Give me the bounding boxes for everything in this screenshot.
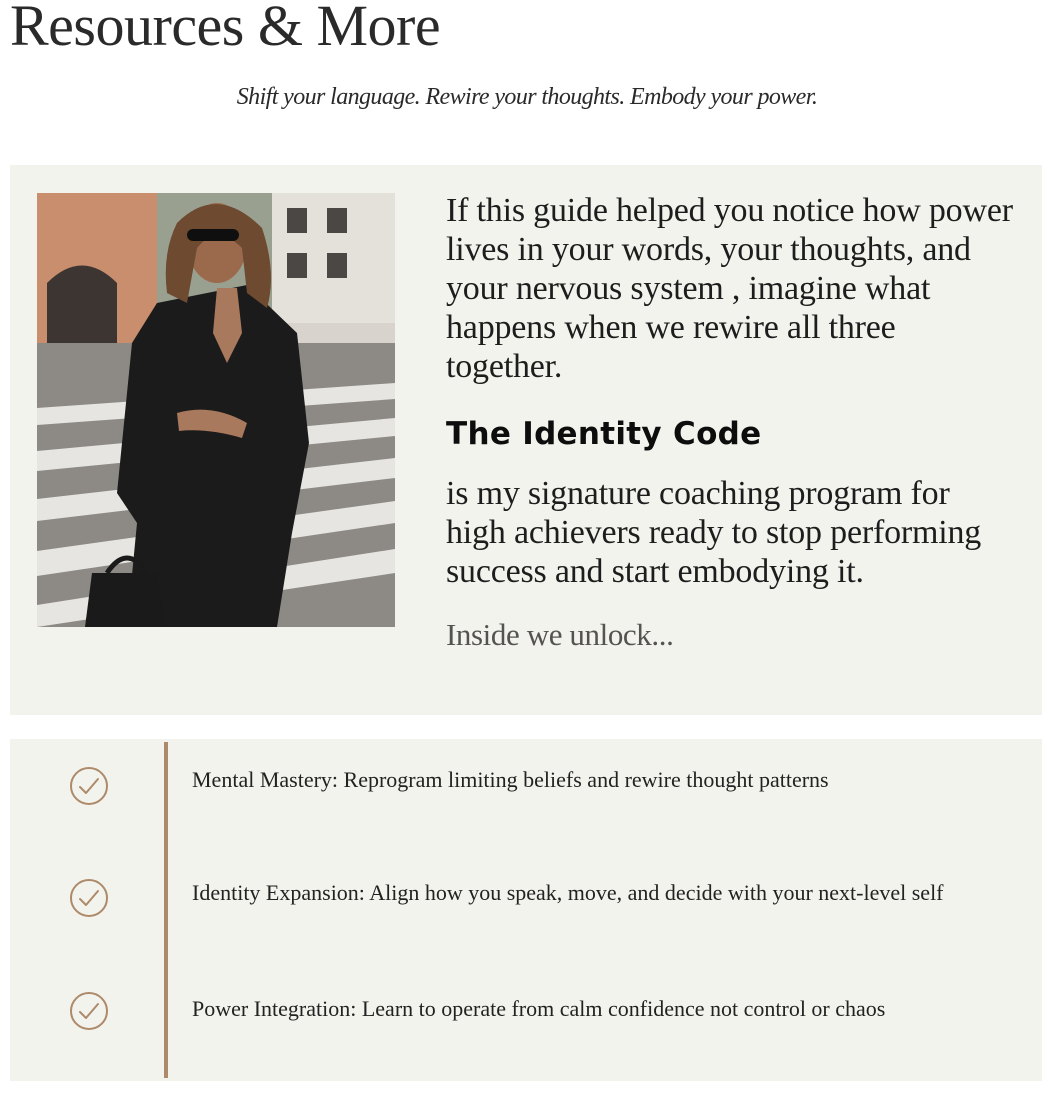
intro-text: If this guide helped you notice how power lives in your words, your thoughts, and your nervous system , imagine what happens when we rewire all three together. bbox=[446, 192, 1013, 385]
benefits-divider bbox=[164, 742, 168, 1078]
promo-panel bbox=[10, 165, 1042, 715]
benefit-text: Identity Expansion: Align how you speak, move, and decide with your next-level self bbox=[192, 880, 944, 905]
coach-photo bbox=[37, 193, 395, 627]
check-circle-icon bbox=[69, 991, 109, 1031]
unlock-lead: Inside we unlock... bbox=[446, 617, 674, 652]
check-circle-icon bbox=[69, 878, 109, 918]
promo-copy bbox=[446, 191, 1016, 653]
benefit-text: Power Integration: Learn to operate from calm confidence not control or chaos bbox=[192, 996, 886, 1021]
page-title: Resources & More bbox=[10, 0, 441, 58]
benefit-text: Mental Mastery: Reprogram limiting beliefs and rewire thought patterns bbox=[192, 767, 829, 792]
program-name: The Identity Code bbox=[446, 416, 762, 452]
benefits-panel bbox=[10, 739, 1042, 1081]
program-description: is my signature coaching program for high achievers ready to stop performing success and start embodying it. bbox=[446, 475, 982, 590]
check-circle-icon bbox=[69, 766, 109, 806]
tagline: Shift your language. Rewire your thoughts. Embody your power. bbox=[236, 84, 818, 110]
